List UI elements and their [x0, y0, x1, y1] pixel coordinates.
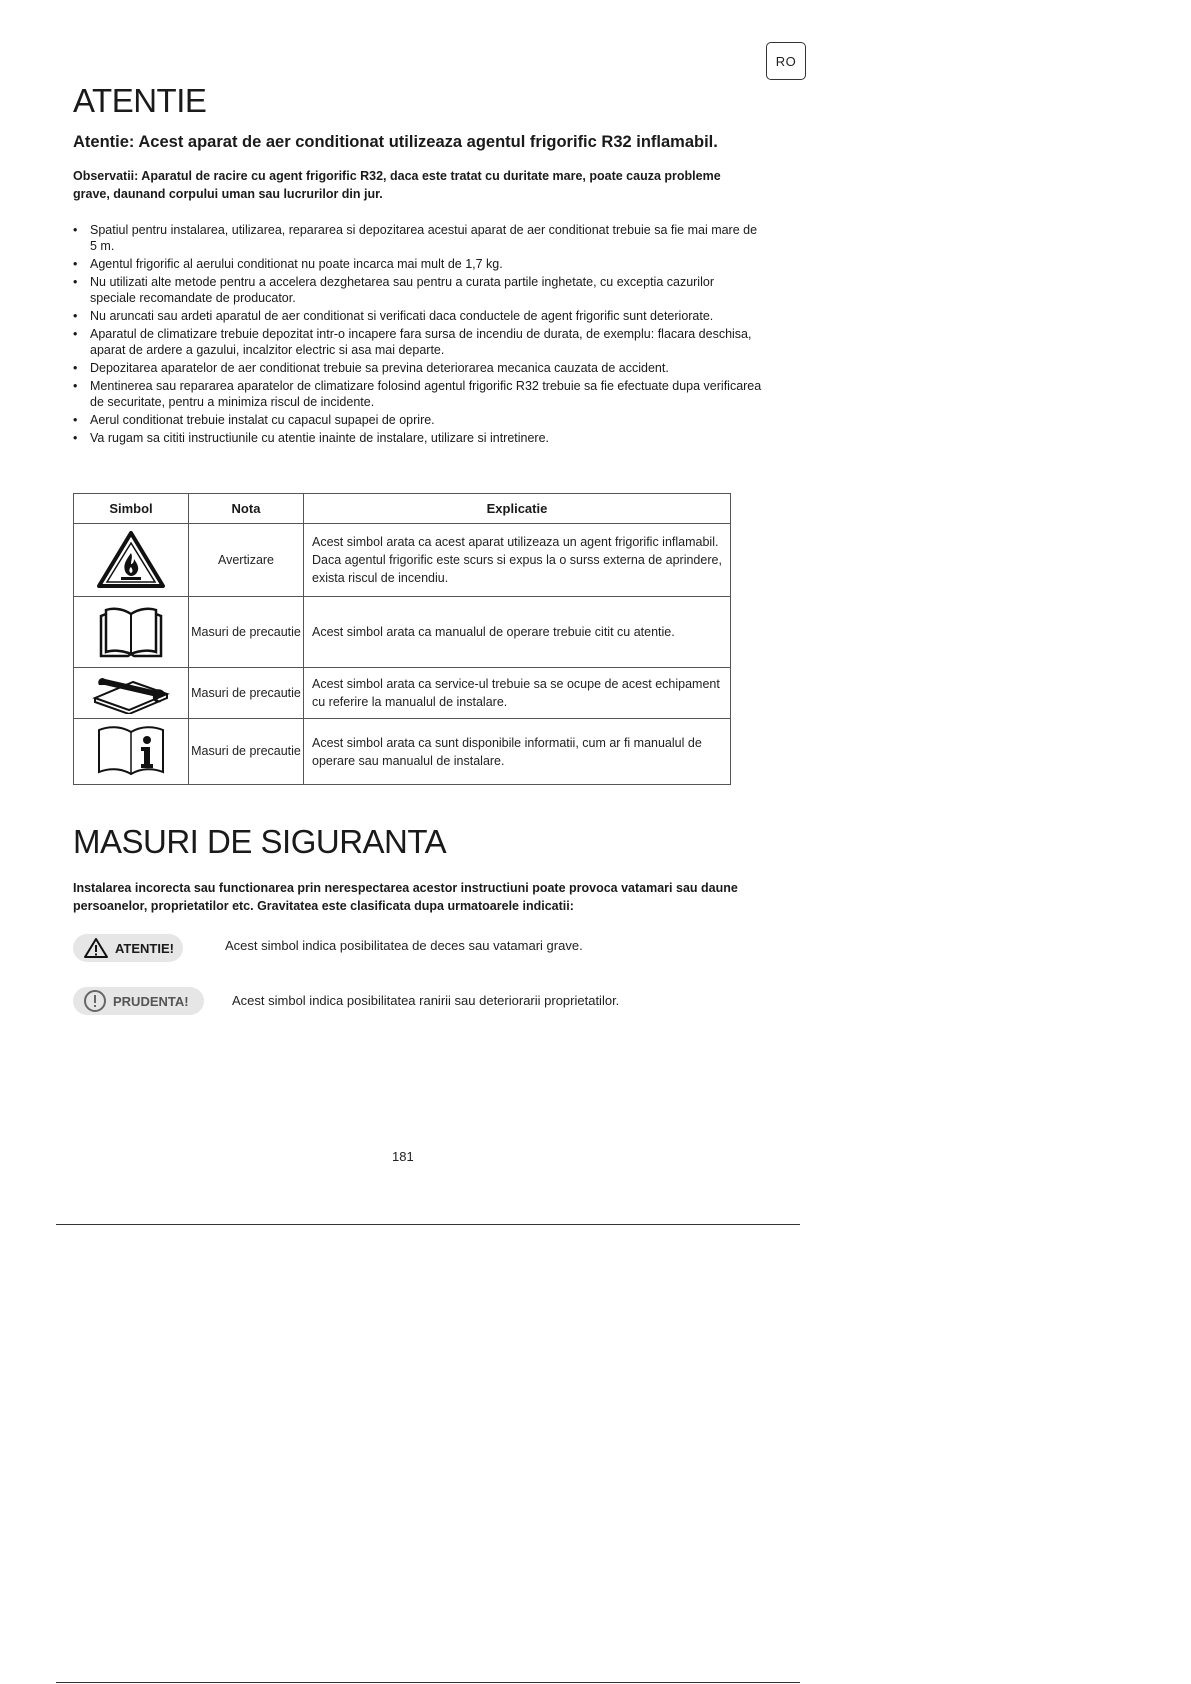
explicatie-cell: Acest simbol arata ca acest aparat utilizeaza un agent frigorific inflamabil. Daca agentul frigorific este scurs si expus la o surss externa de aprindere, exista riscul de incendiu. [304, 524, 731, 597]
list-item: • Mentinerea sau repararea aparatelor de climatizare folosind agentul frigorific R32 trebuie sa fie efectuate dupa verificarea de securitate, pentru a minimiza riscul de incidente. [73, 378, 763, 410]
prudenta-description: Acest simbol indica posibilitatea ranirii sau deteriorarii proprietatilor. [232, 993, 620, 1008]
list-item: • Va rugam sa cititi instructiunile cu atentie inainte de instalare, utilizare si intretinere. [73, 430, 763, 446]
symbol-cell [74, 597, 189, 668]
atentie-label [73, 934, 183, 962]
prudenta-label [73, 987, 204, 1015]
symbol-cell [74, 719, 189, 785]
atentie-title: ATENTIE [73, 82, 207, 119]
language-badge: RO [766, 42, 806, 80]
r32-warning: Atentie: Acest aparat de aer conditionat utilizeaza agentul frigorific R32 inflamabil. [73, 133, 718, 151]
page-number: 181 [392, 1149, 414, 1164]
table-row [74, 719, 731, 785]
nota-cell: Masuri de precautie [189, 597, 304, 668]
service-manual-icon [89, 670, 173, 714]
atentie-bullet-list [73, 222, 763, 448]
observatii-note: Observatii: Aparatul de racire cu agent frigorific R32, daca este tratat cu duritate mare, poate cauza probleme grave, daunand corpului uman sau lucrurilor din jur. [73, 169, 721, 201]
list-item: • Nu utilizati alte metode pentru a accelera dezghetarea sau pentru a curata partile inghetate, cu exceptia cazurilor speciale recomandate de producator. [73, 274, 763, 306]
atentie-label-text: ATENTIE! [115, 940, 174, 956]
list-item: • Nu aruncati sau ardeti aparatul de aer conditionat si verificati daca conductele de agent frigorific sunt deteriorate. [73, 308, 763, 324]
list-item: • Spatiul pentru instalarea, utilizarea, repararea si depozitarea acestui aparat de aer conditionat trebuie sa fie mai mare de 5 m. [73, 222, 763, 254]
list-item: • Agentul frigorific al aerului conditionat nu poate incarca mai mult de 1,7 kg. [73, 256, 763, 272]
read-manual-icon [98, 604, 164, 658]
masuri-title: MASURI DE SIGURANTA [73, 823, 447, 860]
flammable-warning-icon [96, 529, 166, 589]
list-item: • Aparatul de climatizare trebuie depozitat intr-o incapere fara sursa de incendiu de durata, de exemplu: flacara deschisa, aparat de ardere a gazului, incalzitor electric si asa mai departe. [73, 326, 763, 358]
symbol-table [73, 493, 731, 785]
nota-cell: Masuri de precautie [189, 668, 304, 719]
warning-triangle-icon [83, 937, 109, 959]
symbol-cell [74, 668, 189, 719]
exclamation-circle-icon [83, 989, 107, 1013]
list-item: • Depozitarea aparatelor de aer conditionat trebuie sa previna deteriorarea mecanica cauzata de accident. [73, 360, 763, 376]
header-simbol: Simbol [74, 494, 189, 524]
page-divider-bottom [56, 1682, 800, 1683]
info-manual-icon [95, 724, 167, 776]
table-header-row [74, 494, 731, 524]
explicatie-cell: Acest simbol arata ca sunt disponibile informatii, cum ar fi manualul de operare sau manualul de instalare. [304, 719, 731, 785]
symbol-cell [74, 524, 189, 597]
page-divider [56, 1224, 800, 1225]
explicatie-cell: Acest simbol arata ca manualul de operare trebuie citit cu atentie. [304, 597, 731, 668]
table-row [74, 597, 731, 668]
prudenta-label-text: PRUDENTA! [113, 993, 189, 1009]
atentie-description: Acest simbol indica posibilitatea de deces sau vatamari grave. [225, 938, 583, 953]
nota-cell: Masuri de precautie [189, 719, 304, 785]
table-row [74, 668, 731, 719]
header-explicatie: Explicatie [304, 494, 731, 524]
table-row [74, 524, 731, 597]
masuri-intro: Instalarea incorecta sau functionarea prin nerespectarea acestor instructiuni poate provoca vatamari sau daune persoanelor, proprietatilor etc. Gravitatea este clasificata dupa urmatoarele indicatii: [73, 881, 738, 913]
header-nota: Nota [189, 494, 304, 524]
explicatie-cell: Acest simbol arata ca service-ul trebuie sa se ocupe de acest echipament cu referire la manualul de instalare. [304, 668, 731, 719]
list-item: • Aerul conditionat trebuie instalat cu capacul supapei de oprire. [73, 412, 763, 428]
nota-cell: Avertizare [189, 524, 304, 597]
